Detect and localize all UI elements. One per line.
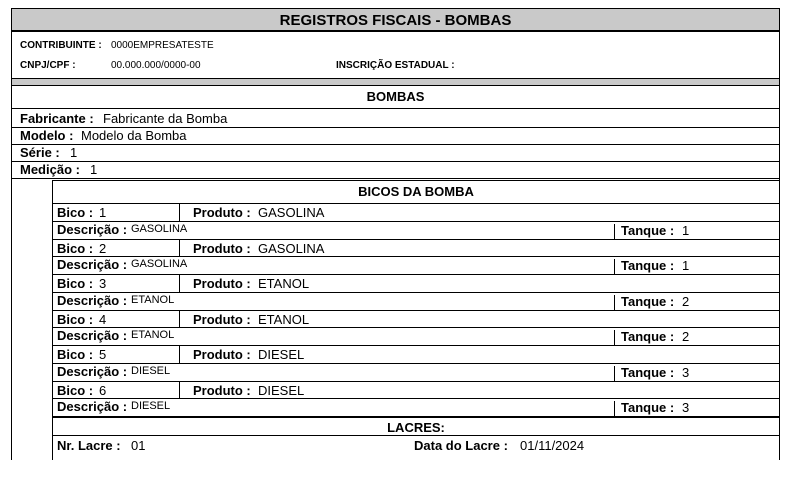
medicao-value: 1 (90, 162, 98, 177)
bombas-section (11, 86, 780, 460)
report-title: REGISTROS FISCAIS - BOMBAS (11, 8, 780, 32)
bico-number: 1 (99, 205, 107, 220)
modelo-label: Modelo : (20, 128, 74, 143)
descricao-label: Descrição : (57, 328, 128, 344)
descricao-value: DIESEL (131, 400, 171, 413)
tanque-value: 3 (682, 400, 690, 416)
taxpayer-header (11, 32, 780, 80)
bicos-list (53, 204, 779, 418)
tanque-label: Tanque : (621, 364, 675, 380)
produto-label: Produto : (193, 382, 251, 398)
produto-value: GASOLINA (258, 240, 325, 256)
descricao-row (53, 293, 779, 311)
cnpj-label: CNPJ/CPF : (20, 60, 76, 71)
bico-label: Bico : (57, 382, 94, 398)
tanque-value: 1 (682, 222, 690, 238)
bico-row (53, 346, 779, 364)
produto-label: Produto : (193, 205, 251, 220)
fabricante-value: Fabricante da Bomba (103, 111, 228, 126)
tanque-label: Tanque : (621, 258, 675, 274)
descricao-value: ETANOL (131, 293, 175, 306)
produto-label: Produto : (193, 240, 251, 256)
bico-label: Bico : (57, 347, 94, 362)
bico-row (53, 275, 779, 293)
bico-label: Bico : (57, 311, 94, 327)
descricao-label: Descrição : (57, 363, 128, 379)
bico-row (53, 311, 779, 329)
bico-number: 2 (99, 240, 107, 256)
descricao-row (53, 328, 779, 346)
cnpj-value: 00.000.000/0000-00 (111, 60, 201, 71)
lacres-section-title: LACRES: (387, 420, 445, 435)
bico-label: Bico : (57, 240, 94, 256)
inscricao-estadual-label: INSCRIÇÃO ESTADUAL : (336, 60, 455, 71)
produto-label: Produto : (193, 347, 251, 362)
bico-row (53, 204, 779, 222)
data-lacre-value: 01/11/2024 (520, 438, 585, 453)
tanque-label: Tanque : (621, 293, 675, 309)
header-separator-bar (11, 78, 780, 86)
produto-value: DIESEL (258, 382, 305, 398)
medicao-label: Medição : (20, 162, 80, 177)
bicos-section (52, 180, 780, 460)
descricao-label: Descrição : (57, 292, 128, 308)
descricao-label: Descrição : (57, 221, 128, 237)
descricao-value: DIESEL (131, 364, 171, 377)
produto-value: GASOLINA (258, 205, 325, 220)
descricao-row (53, 222, 779, 240)
bico-label: Bico : (57, 205, 94, 220)
bico-number: 3 (99, 276, 107, 291)
descricao-row (53, 257, 779, 275)
descricao-value: GASOLINA (131, 222, 188, 235)
tanque-label: Tanque : (621, 329, 675, 345)
bico-number: 4 (99, 311, 107, 327)
tanque-value: 3 (682, 364, 690, 380)
serie-label: Série : (20, 145, 60, 160)
tanque-value: 2 (682, 293, 690, 309)
fabricante-label: Fabricante : (20, 111, 94, 126)
nr-lacre-label: Nr. Lacre : (57, 438, 121, 453)
produto-label: Produto : (193, 276, 251, 291)
produto-label: Produto : (193, 311, 251, 327)
bicos-section-title: BICOS DA BOMBA (358, 184, 474, 199)
descricao-label: Descrição : (57, 257, 128, 273)
contribuinte-value: 0000EMPRESATESTE (111, 40, 214, 51)
bico-number: 6 (99, 382, 107, 398)
bico-label: Bico : (57, 276, 94, 291)
serie-value: 1 (70, 145, 78, 160)
tanque-label: Tanque : (621, 222, 675, 238)
bico-row (53, 240, 779, 258)
tanque-value: 1 (682, 258, 690, 274)
produto-value: ETANOL (258, 311, 310, 327)
descricao-row (53, 364, 779, 382)
descricao-value: ETANOL (131, 329, 175, 342)
descricao-row (53, 399, 779, 417)
produto-value: ETANOL (258, 276, 310, 291)
tanque-label: Tanque : (621, 400, 675, 416)
contribuinte-label: CONTRIBUINTE : (20, 40, 102, 51)
data-lacre-label: Data do Lacre : (414, 438, 508, 453)
descricao-value: GASOLINA (131, 258, 188, 271)
bombas-section-title: BOMBAS (366, 89, 425, 104)
modelo-value: Modelo da Bomba (81, 128, 187, 143)
produto-value: DIESEL (258, 347, 305, 362)
bico-number: 5 (99, 347, 107, 362)
descricao-label: Descrição : (57, 399, 128, 415)
nr-lacre-value: 01 (131, 438, 146, 453)
tanque-value: 2 (682, 329, 690, 345)
bico-row (53, 382, 779, 400)
